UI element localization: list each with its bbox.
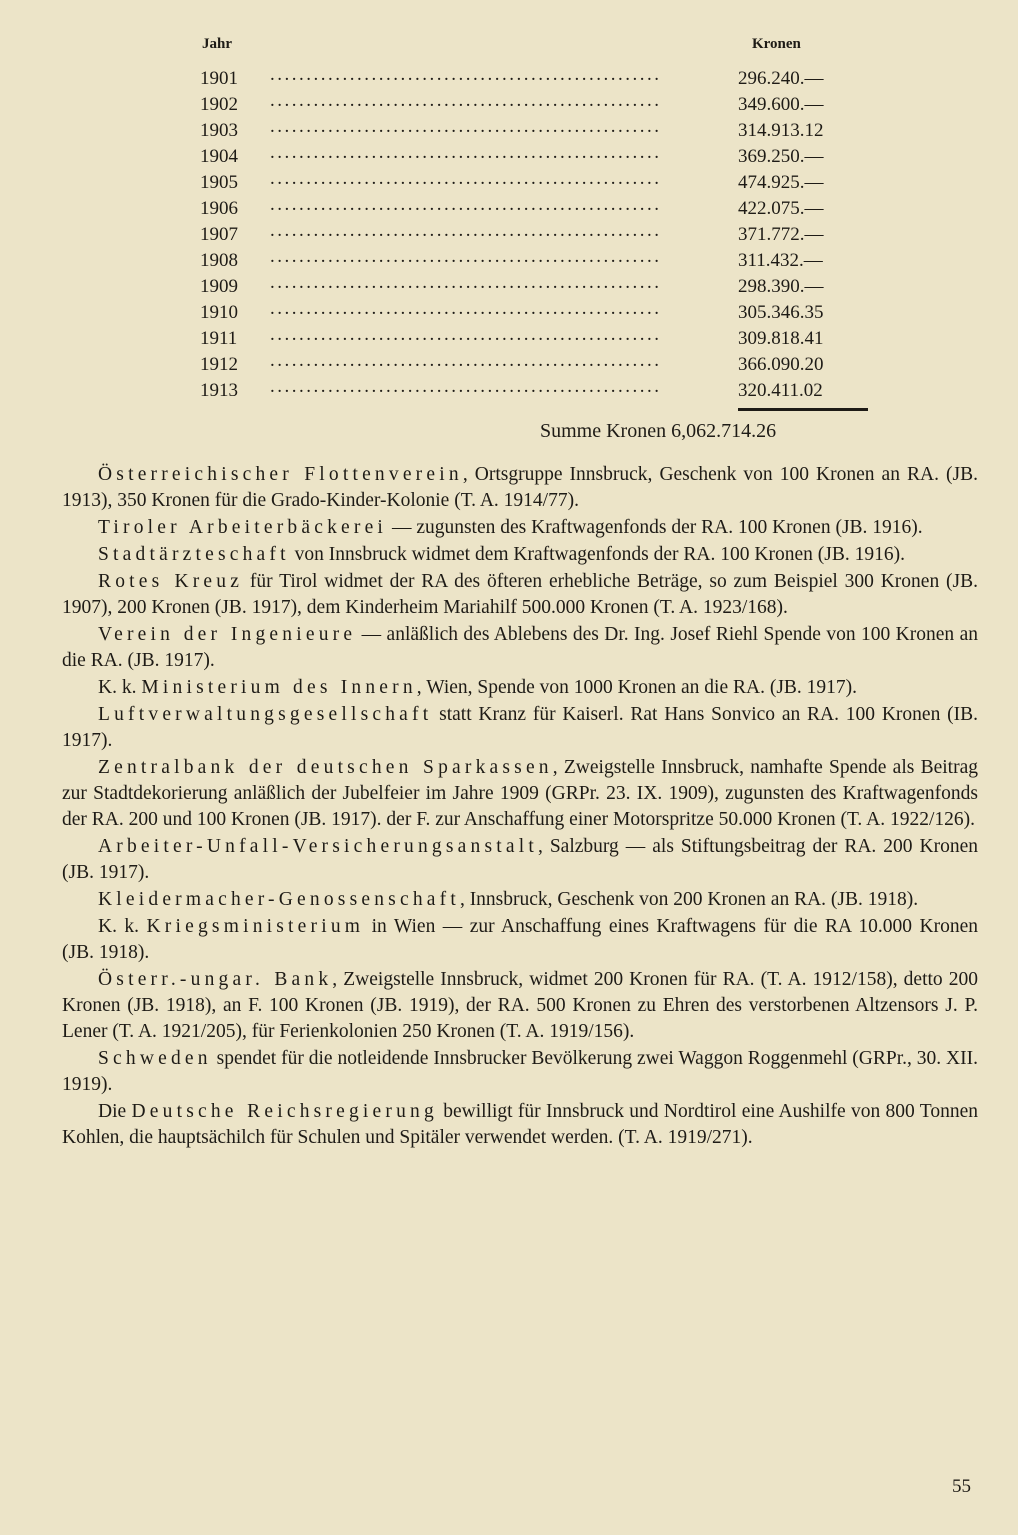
row-amount: 305.346.35 [738,302,824,323]
table-row [200,376,840,406]
dot-leader: ...................................................... [270,64,662,85]
row-amount: 371.772.— [738,224,824,245]
entry-text: , Zweigstelle Innsbruck, widmet 200 Kronen für RA. (T. A. 1912/158), detto 200 Kronen (JB. 1918), an F. 100 Kronen (JB. 1919), der RA. 500 Kronen zu Ehren des verstorbenen Altzensors J. P. Lener (T. A. 1921/205), für Ferienkolonien 250 Kronen (T. A. 1919/156). [62,969,978,1042]
body-text [62,462,978,1152]
entry-name: Kleidermacher-Genossenschaft [98,889,460,910]
row-year: 1911 [200,328,238,349]
entry-name: Österr.-ungar. Bank [98,969,333,990]
entry-paragraph [62,675,978,701]
row-year: 1908 [200,250,238,271]
row-amount: 309.818.41 [738,328,824,349]
dot-leader: ...................................................... [270,298,662,319]
entry-paragraph [62,702,978,754]
entry-prefix: Die [98,1101,132,1122]
entry-name: Luftverwaltungsgesellschaft [98,704,433,725]
row-year: 1907 [200,224,238,245]
entry-text: statt Kranz für Kaiserl. Rat Hans Sonvico an RA. 100 Kronen (IB. 1917). [62,704,978,751]
dot-leader: ...................................................... [270,350,662,371]
row-amount: 320.411.02 [738,380,823,401]
entry-text: spendet für die notleidende Innsbrucker Bevölkerung zwei Waggon Roggenmehl (GRPr., 30. XII. 1919). [62,1048,978,1095]
entry-name: Stadtärzteschaft [98,544,290,565]
entry-name: Arbeiter-Unfall-Versicherungsanstalt [98,836,538,857]
dot-leader: ...................................................... [270,376,662,397]
row-amount: 366.090.20 [738,354,824,375]
row-amount: 314.913.12 [738,120,824,141]
row-year: 1910 [200,302,238,323]
entry-paragraph [62,569,978,621]
entry-text: in Wien — zur Anschaffung eines Kraftwagens für die RA 10.000 Kronen (JB. 1918). [62,916,978,963]
entry-text: bewilligt für Innsbruck und Nordtirol eine Aushilfe von 800 Tonnen Kohlen, die hauptsächilch für Schulen und Spitäler verwendet werden. (T. A. 1919/271). [62,1101,978,1148]
entry-text: , Wien, Spende von 1000 Kronen an die RA. (JB. 1917). [416,677,858,698]
entry-name: Österreichischer Flottenverein [98,464,463,485]
dot-leader: ...................................................... [270,220,662,241]
entry-name: Verein der Ingenieure [98,624,357,645]
entry-text: von Innsbruck widmet dem Kraftwagenfonds der RA. 100 Kronen (JB. 1916). [289,544,905,565]
page-number: 55 [952,1476,971,1497]
entry-name: Zentralbank der deutschen Sparkassen [98,757,553,778]
entry-prefix: K. k. [98,677,142,698]
entry-name: Rotes Kreuz [98,571,244,592]
entry-name: Kriegsministerium [146,916,365,937]
row-amount: 349.600.— [738,94,824,115]
entry-text: , Ortsgruppe Innsbruck, Geschenk von 100 Kronen an RA. (JB. 1913), 350 Kronen für die Grado-Kinder-Kolonie (T. A. 1914/77). [62,464,978,511]
row-year: 1902 [200,94,238,115]
entry-paragraph [62,887,978,913]
row-year: 1904 [200,146,238,167]
entry-name: Deutsche Reichsregierung [131,1101,438,1122]
dot-leader: ...................................................... [270,324,662,345]
entry-paragraph [62,1099,978,1151]
row-year: 1913 [200,380,238,401]
row-year: 1906 [200,198,238,219]
row-amount: 296.240.— [738,68,824,89]
entry-text: — zugunsten des Kraftwagenfonds der RA. 100 Kronen (JB. 1916). [387,517,923,538]
row-year: 1905 [200,172,238,193]
dot-leader: ...................................................... [270,194,662,215]
entry-name: Ministerium des Innern [141,677,417,698]
table-header-year: Jahr [202,36,232,52]
sum-rule [738,408,868,411]
row-amount: 311.432.— [738,250,823,271]
row-amount: 422.075.— [738,198,824,219]
row-year: 1909 [200,276,238,297]
entry-paragraph [62,542,978,568]
entry-text: , Salzburg — als Stiftungsbeitrag der RA. 200 Kronen (JB. 1917). [62,836,978,883]
table-header-amount: Kronen [752,36,801,52]
dot-leader: ...................................................... [270,90,662,111]
row-amount: 474.925.— [738,172,824,193]
entry-name: Schweden [98,1048,212,1069]
entry-text: , Innsbruck, Geschenk von 200 Kronen an RA. (JB. 1918). [459,889,919,910]
row-year: 1901 [200,68,238,89]
entry-prefix: K. k. [98,916,147,937]
entry-text: — anläßlich des Ablebens des Dr. Ing. Josef Riehl Spende von 100 Kronen an die RA. (JB. 1917). [62,624,978,671]
entry-text: , Zweigstelle Innsbruck, namhafte Spende als Beitrag zur Stadtdekorierung anläßlich der Jubelfeier im Jahre 1909 (GRPr. 23. IX. 1909), zugunsten des Kraftwagenfonds der RA. 200 und 100 Kronen (JB. 1917). der F. zur Anschaffung einer Motorspritze 50.000 Kronen (T. A. 1922/126). [62,757,978,830]
entry-paragraph [62,622,978,674]
table-total: Summe Kronen 6,062.714.26 [540,420,777,442]
row-year: 1912 [200,354,238,375]
dot-leader: ...................................................... [270,142,662,163]
entry-paragraph [62,515,978,541]
entry-paragraph [62,755,978,833]
row-amount: 369.250.— [738,146,824,167]
dot-leader: ...................................................... [270,272,662,293]
entry-paragraph [62,967,978,1045]
entry-name: Tiroler Arbeiterbäckerei [98,517,388,538]
entry-paragraph [62,462,978,514]
entry-text: für Tirol widmet der RA des öfteren erhebliche Beträge, so zum Beispiel 300 Kronen (JB. 1907), 200 Kronen (JB. 1917), dem Kinderheim Mariahilf 500.000 Kronen (T. A. 1923/168). [62,571,978,618]
row-amount: 298.390.— [738,276,824,297]
dot-leader: ...................................................... [270,246,662,267]
row-year: 1903 [200,120,238,141]
entry-paragraph [62,1046,978,1098]
entry-paragraph [62,914,978,966]
dot-leader: ...................................................... [270,168,662,189]
entry-paragraph [62,834,978,886]
dot-leader: ...................................................... [270,116,662,137]
